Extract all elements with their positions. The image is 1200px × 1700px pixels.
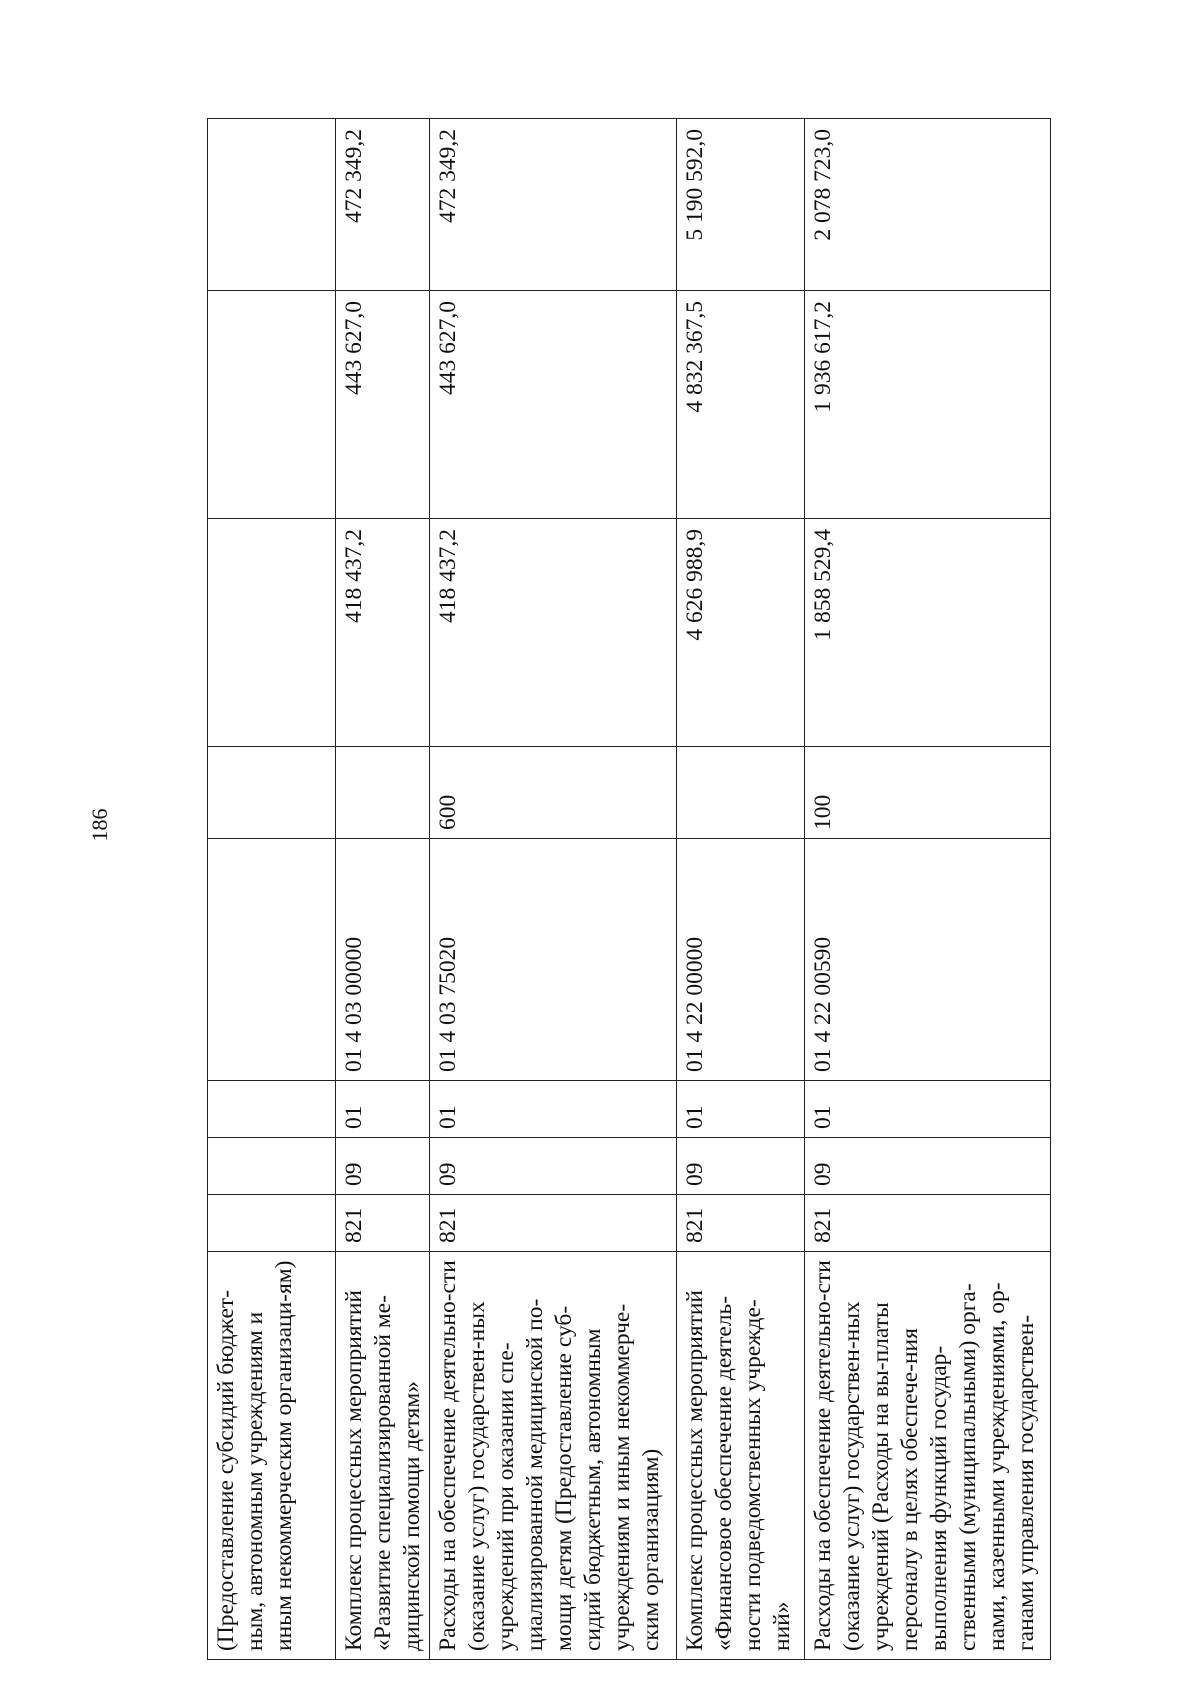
cell-pr: 01 [805, 1081, 1051, 1138]
cell-year1: 1 858 529,4 [805, 519, 1051, 747]
cell-csr: 01 4 22 00590 [805, 839, 1051, 1081]
cell-rz: 09 [805, 1138, 1051, 1195]
cell-gr: 821 [677, 1195, 805, 1252]
cell-year2: 1 936 617,2 [805, 291, 1051, 519]
cell-year2 [208, 291, 336, 519]
cell-csr [208, 839, 336, 1081]
cell-pr: 01 [677, 1081, 805, 1138]
cell-year3: 5 190 592,0 [677, 119, 805, 291]
table-row [430, 119, 677, 1660]
table-row [677, 119, 805, 1660]
table-row [805, 119, 1051, 1660]
cell-year1: 4 626 988,9 [677, 519, 805, 747]
cell-rz: 09 [677, 1138, 805, 1195]
cell-year3 [208, 119, 336, 291]
cell-year3: 2 078 723,0 [805, 119, 1051, 291]
cell-rz: 09 [430, 1138, 677, 1195]
cell-vr [208, 747, 336, 839]
cell-name: Комплекс процессных мероприятий «Развитие специализированной ме-дицинской помощи детям» [336, 1252, 430, 1660]
cell-rz [208, 1138, 336, 1195]
cell-vr [677, 747, 805, 839]
cell-pr [208, 1081, 336, 1138]
table-row [336, 119, 430, 1660]
cell-gr: 821 [805, 1195, 1051, 1252]
cell-pr: 01 [336, 1081, 430, 1138]
cell-csr: 01 4 03 00000 [336, 839, 430, 1081]
cell-name: (Предоставление субсидий бюджет-ным, автономным учреждениям и иным некоммерческим организаци-ям) [208, 1252, 336, 1660]
cell-csr: 01 4 22 00000 [677, 839, 805, 1081]
cell-year3: 472 349,2 [430, 119, 677, 291]
cell-pr: 01 [430, 1081, 677, 1138]
cell-name: Комплекс процессных мероприятий «Финансовое обеспечение деятель-ности подведомственных учрежде-ний» [677, 1252, 805, 1660]
cell-gr [208, 1195, 336, 1252]
cell-year1: 418 437,2 [336, 519, 430, 747]
page-number: 186 [87, 808, 112, 842]
cell-vr: 600 [430, 747, 677, 839]
cell-gr: 821 [430, 1195, 677, 1252]
cell-name: Расходы на обеспечение деятельно-сти (оказание услуг) государствен-ных учреждений (Расходы на вы-платы персоналу в целях обеспече-ния выполнения функций государ-ственными (муниципальными) орга-нами, казенными учреждениями, ор-ганами управления государствен- [805, 1252, 1051, 1660]
table-row [208, 119, 336, 1660]
cell-rz: 09 [336, 1138, 430, 1195]
cell-gr: 821 [336, 1195, 430, 1252]
cell-year1 [208, 519, 336, 747]
rotated-table-container [207, 119, 1119, 1660]
cell-csr: 01 4 03 75020 [430, 839, 677, 1081]
cell-year3: 472 349,2 [336, 119, 430, 291]
cell-year2: 443 627,0 [336, 291, 430, 519]
cell-name: Расходы на обеспечение деятельно-сти (оказание услуг) государствен-ных учреждений при оказании спе-циализированной медицинской по-мощи детям (Предоставление суб-сидий бюджетным, автономным учреждениям и иным некоммерче-ским организациям) [430, 1252, 677, 1660]
cell-vr [336, 747, 430, 839]
cell-year2: 4 832 367,5 [677, 291, 805, 519]
cell-vr: 100 [805, 747, 1051, 839]
budget-table [207, 118, 1051, 1660]
cell-year2: 443 627,0 [430, 291, 677, 519]
cell-year1: 418 437,2 [430, 519, 677, 747]
